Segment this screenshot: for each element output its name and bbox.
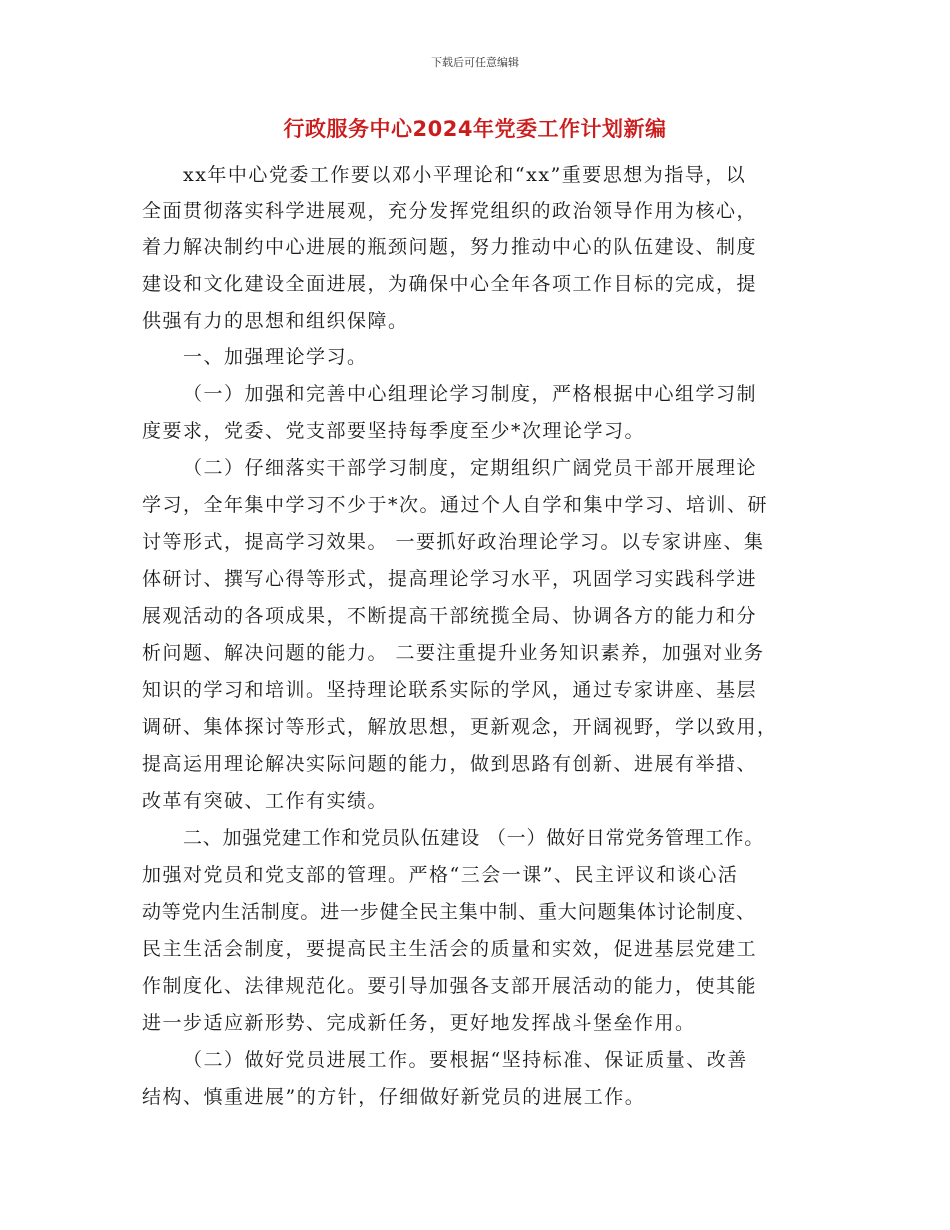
paragraph-line: （二）做好党员进展工作。要根据“坚持标准、保证质量、改善 xyxy=(183,1049,748,1071)
paragraph-line: 展观活动的各项成果，不断提高干部统揽全局、协调各方的能力和分 xyxy=(142,605,758,627)
paragraph-line: 体研讨、撰写心得等形式，提高理论学习水平，巩固学习实践科学进 xyxy=(142,568,758,590)
paragraph-line: 建设和文化建设全面进展，为确保中心全年各项工作目标的完成，提 xyxy=(142,273,758,295)
header-note: 下载后可任意编辑 xyxy=(431,56,519,69)
paragraph-line: 全面贯彻落实科学进展观，充分发挥党组织的政治领导作用为核心， xyxy=(142,200,758,222)
paragraph-line: 着力解决制约中心进展的瓶颈问题，努力推动中心的队伍建设、制度 xyxy=(142,236,758,258)
paragraph-line: 结构、慎重进展”的方针，仔细做好新党员的进展工作。 xyxy=(142,1086,646,1108)
paragraph-line: xx年中心党委工作要以邓小平理论和“xx”重要思想为指导，以 xyxy=(183,164,747,186)
paragraph-line: （二）仔细落实干部学习制度，定期组织广阔党员干部开展理论 xyxy=(183,457,758,479)
paragraph-line: 进一步适应新形势、完成新任务，更好地发挥战斗堡垒作用。 xyxy=(142,1012,696,1034)
document-title: 行政服务中心2024年党委工作计划新编 xyxy=(283,117,667,141)
paragraph-line: 民主生活会制度，要提高民主生活会的质量和实效，促进基层党建工 xyxy=(142,938,758,960)
paragraph-line: 度要求，党委、党支部要坚持每季度至少*次理论学习。 xyxy=(142,420,646,442)
paragraph-line: 改革有突破、工作有实绩。 xyxy=(142,790,389,812)
paragraph-line: 供强有力的思想和组织保障。 xyxy=(142,310,409,332)
paragraph-line: 提高运用理论解决实际问题的能力，做到思路有创新、进展有举措、 xyxy=(142,753,758,775)
paragraph-line: 作制度化、法律规范化。要引导加强各支部开展活动的能力，使其能 xyxy=(142,975,758,997)
paragraph-line: 知识的学习和培训。坚持理论联系实际的学风，通过专家讲座、基层 xyxy=(142,679,758,701)
paragraph-line: （一）加强和完善中心组理论学习制度，严格根据中心组学习制 xyxy=(183,383,758,405)
section-heading: 一、加强理论学习。 xyxy=(183,346,368,368)
paragraph-line: 加强对党员和党支部的管理。严格“三会一课”、民主评议和谈心活 xyxy=(142,864,739,886)
paragraph-line: 讨等形式，提高学习效果。 一要抓好政治理论学习。以专家讲座、集 xyxy=(142,531,765,553)
paragraph-line: 学习，全年集中学习不少于*次。通过个人自学和集中学习、培训、研 xyxy=(142,494,769,516)
section-heading: 二、加强党建工作和党员队伍建设 （一）做好日常党务管理工作。 xyxy=(183,827,765,849)
paragraph-line: 析问题、解决问题的能力。 二要注重提升业务知识素养，加强对业务 xyxy=(142,642,765,664)
paragraph-line: 动等党内生活制度。进一步健全民主集中制、重大问题集体讨论制度、 xyxy=(142,901,756,923)
paragraph-line: 调研、集体探讨等形式，解放思想，更新观念，开阔视野，学以致用， xyxy=(142,716,778,738)
